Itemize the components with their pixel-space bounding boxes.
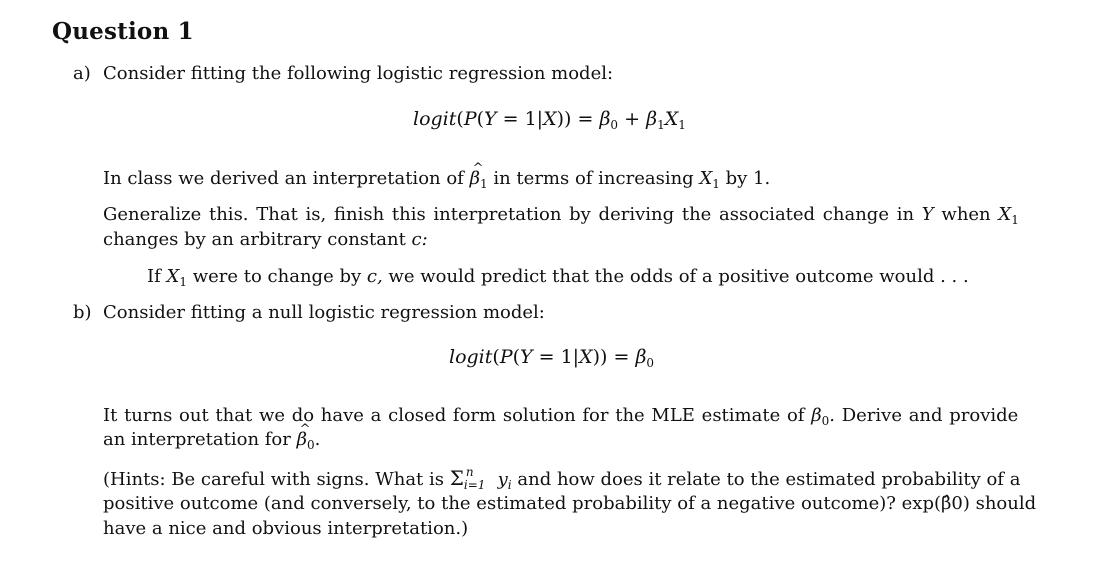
part-b-hints-line2: positive outcome (and conversely, to the estimated probability of a negative outcome)? exp(β̂0) should (103, 493, 1037, 514)
part-a-para2-line1: Generalize this. That is, finish this interpretation by deriving the associated change in Y when $X_1$ (103, 204, 1019, 227)
part-a-marker: a) (73, 63, 91, 84)
part-b-equation: logit(P(Y = $1|X)) = \beta_0$ (449, 346, 655, 370)
part-a-para1: In class we derived an interpretation of ^ $\beta_1$ in terms of increasing $X_1$ by 1. (103, 167, 770, 191)
part-b-para1-line1: It turns out that we do have a closed form solution for the MLE estimate of $\beta_0$. Derive and provide (103, 405, 1019, 428)
part-a-equation: logit(P(Y = $1|X)) = \beta_0 + \beta_1X_1$ (413, 108, 686, 132)
part-b-intro: Consider fitting a null logistic regression model: (103, 302, 545, 323)
part-a-prompt: If $X_1$ were to change by c, we would predict that the odds of a positive outcome would . . . (147, 266, 969, 289)
part-b-marker: b) (73, 302, 92, 323)
part-b-hints-line1: (Hints: Be careful with signs. What is Σ n i=1 $y_i$ and how does it relate to the estimated probability of a (103, 465, 1021, 492)
part-b-hints-line3: have a nice and obvious interpretation.) (103, 518, 469, 539)
part-a-intro: Consider fitting the following logistic regression model: (103, 63, 614, 84)
part-b-para1-line2: an interpretation for ^ $\beta_0$. (103, 428, 320, 452)
question-title: Question 1 (52, 18, 194, 45)
part-a-para2-line2: changes by an arbitrary constant c: (103, 229, 428, 250)
